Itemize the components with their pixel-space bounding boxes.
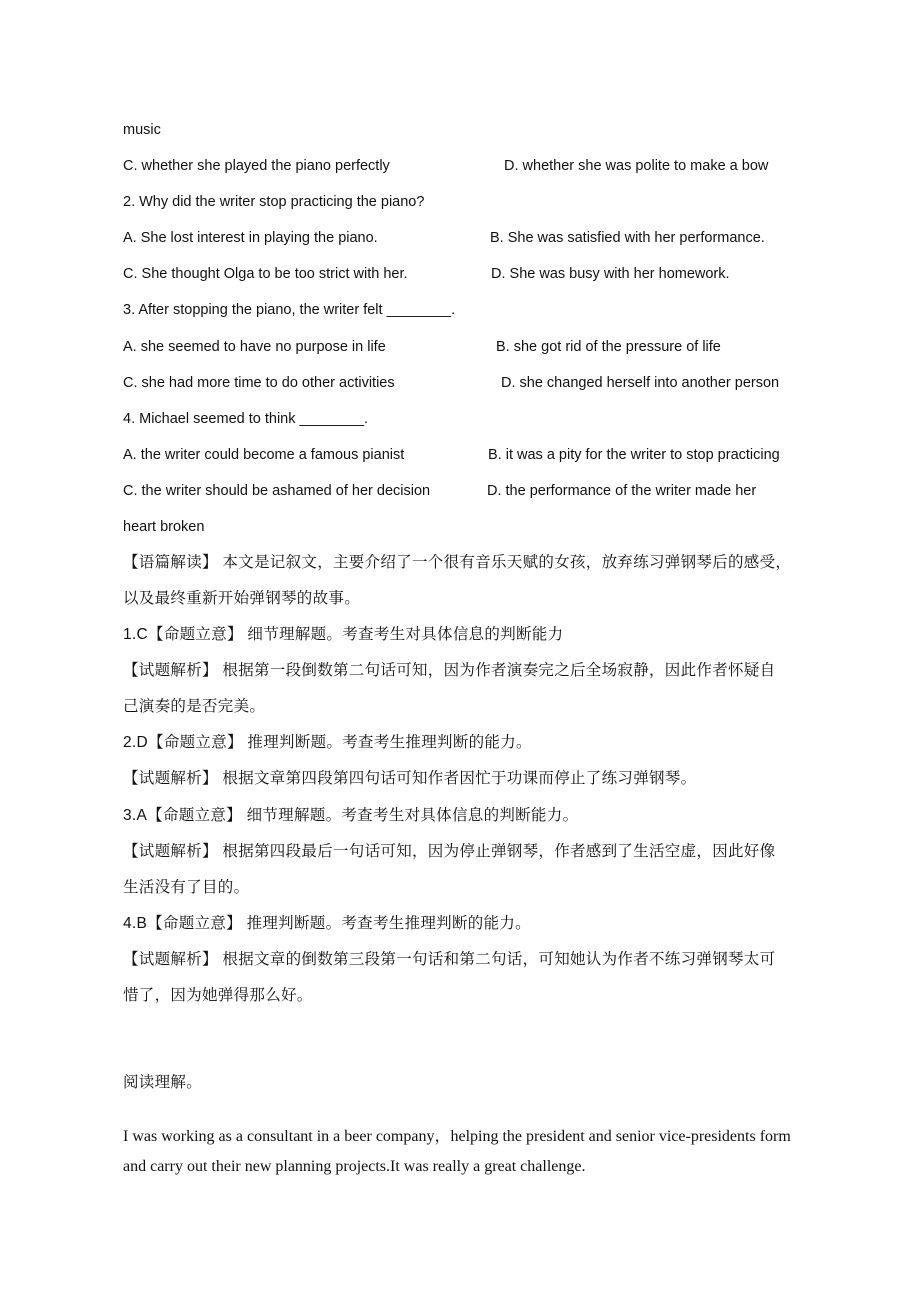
- answer-1-explanation: 【试题解析】 根据第一段倒数第二句话可知，因为作者演奏完之后全场寂静，因此作者怀疑自: [123, 662, 776, 679]
- answer-1-intent: 1.C【命题立意】 细节理解题。考查考生对具体信息的判断能力: [123, 626, 564, 643]
- answer-3-explanation-cont: 生活没有了目的。: [123, 879, 250, 896]
- answer-3-intent: 3.A【命题立意】 细节理解题。考查考生对具体信息的判断能力。: [123, 807, 579, 824]
- section-heading: 阅读理解。: [123, 1074, 203, 1091]
- answer-4-intent: 4.B【命题立意】 推理判断题。考查考生推理判断的能力。: [123, 915, 531, 932]
- option-2b: B. She was satisfied with her performance.: [490, 230, 765, 246]
- question-3: 3. After stopping the piano, the writer felt ________.: [123, 302, 456, 318]
- answer-3-explanation: 【试题解析】 根据第四段最后一句话可知，因为停止弹钢琴，作者感到了生活空虚，因此好像: [123, 843, 776, 860]
- answer-1-explanation-cont: 己演奏的是否完美。: [123, 698, 266, 715]
- option-4a: A. the writer could become a famous pianist: [123, 447, 405, 463]
- answer-2-explanation: 【试题解析】 根据文章第四段第四句话可知作者因忙于功课而停止了练习弹钢琴。: [123, 770, 697, 787]
- answer-4-explanation: 【试题解析】 根据文章的倒数第三段第一句话和第二句话，可知她认为作者不练习弹钢琴太可: [123, 951, 776, 968]
- option-4b: B. it was a pity for the writer to stop practicing: [488, 447, 780, 463]
- option-4d-continuation: heart broken: [123, 519, 205, 535]
- passage-analysis-cont: 以及最终重新开始弹钢琴的故事。: [123, 590, 361, 607]
- option-4d: D. the performance of the writer made her: [487, 483, 757, 499]
- option-2a: A. She lost interest in playing the piano.: [123, 230, 378, 246]
- option-3d: D. she changed herself into another person: [501, 375, 780, 391]
- option-2d: D. She was busy with her homework.: [491, 266, 730, 282]
- option-3a: A. she seemed to have no purpose in life: [123, 339, 386, 355]
- option-3c: C. she had more time to do other activities: [123, 375, 395, 391]
- option-3b: B. she got rid of the pressure of life: [496, 339, 721, 355]
- question-2: 2. Why did the writer stop practicing the piano?: [123, 194, 425, 210]
- passage-analysis: 【语篇解读】 本文是记叙文，主要介绍了一个很有音乐天赋的女孩，放弃练习弹钢琴后的感受，: [123, 554, 792, 571]
- option-2c: C. She thought Olga to be too strict with her.: [123, 266, 408, 282]
- option-4c: C. the writer should be ashamed of her decision: [123, 483, 431, 499]
- answer-2-intent: 2.D【命题立意】 推理判断题。考查考生推理判断的能力。: [123, 734, 532, 751]
- answer-4-explanation-cont: 惜了，因为她弹得那么好。: [123, 987, 313, 1004]
- option-1c: C. whether she played the piano perfectly: [123, 158, 390, 174]
- passage-line-2: and carry out their new planning projects.It was really a great challenge.: [123, 1158, 586, 1175]
- option-continuation: music: [123, 122, 161, 138]
- option-1d: D. whether she was polite to make a bow: [504, 158, 769, 174]
- passage-line-1: I was working as a consultant in a beer company，helping the president and senior vice-presidents form: [123, 1128, 791, 1145]
- question-4: 4. Michael seemed to think ________.: [123, 411, 369, 427]
